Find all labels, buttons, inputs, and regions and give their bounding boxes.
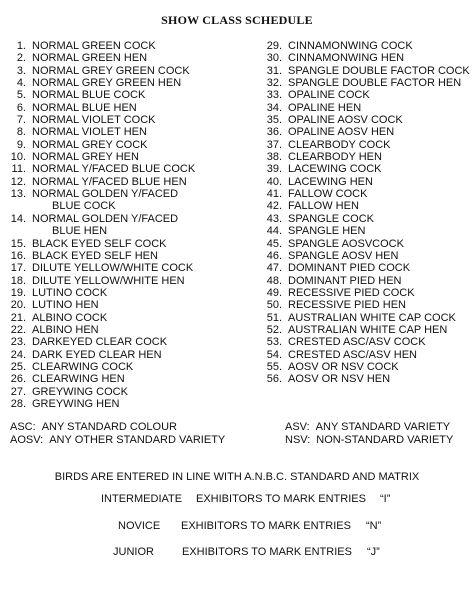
class-number: 52. <box>266 323 282 336</box>
class-label: FALLOW COCK <box>288 188 368 201</box>
class-number: 36. <box>266 126 282 139</box>
class-label: NORMAL GOLDEN Y/FACED <box>32 188 179 201</box>
class-item <box>6 349 251 361</box>
class-item <box>255 213 470 225</box>
class-item <box>255 324 470 336</box>
class-number: 2. <box>16 52 26 65</box>
class-item <box>255 176 470 188</box>
class-number: 31. <box>266 64 282 77</box>
class-item <box>255 349 470 361</box>
level-mark: “J” <box>367 546 380 558</box>
class-item <box>255 287 470 299</box>
right-class-list <box>255 40 470 386</box>
class-item <box>255 163 470 175</box>
class-number: 7. <box>16 114 26 127</box>
class-number: 50. <box>266 299 282 312</box>
class-number: 1. <box>16 40 26 52</box>
class-item <box>255 299 470 311</box>
class-label: LUTINO HEN <box>32 299 99 312</box>
abbr-key: AOSV: <box>10 434 44 446</box>
class-number: 13. <box>10 188 26 201</box>
class-item <box>6 398 251 410</box>
class-label: DOMINANT PIED COCK <box>288 262 411 275</box>
class-item <box>6 65 251 77</box>
class-number: 51. <box>266 311 282 324</box>
class-number: 15. <box>10 237 26 250</box>
class-label: SPANGLE AOSV HEN <box>288 249 399 262</box>
class-item <box>255 262 470 274</box>
class-label: LACEWING COCK <box>288 163 382 176</box>
class-item <box>255 102 470 114</box>
class-number: 21. <box>10 311 26 324</box>
class-label: ALBINO COCK <box>32 311 108 324</box>
class-label: CLEARBODY HEN <box>288 151 382 164</box>
class-item <box>255 151 470 163</box>
class-item <box>6 386 251 398</box>
class-number: 41. <box>266 188 282 201</box>
class-item <box>255 52 470 64</box>
class-item <box>6 163 251 175</box>
class-number: 5. <box>16 89 26 102</box>
class-number: 25. <box>10 360 26 373</box>
abbr-value: ANY OTHER STANDARD VARIETY <box>49 434 226 446</box>
class-label: RECESSIVE PIED HEN <box>288 299 406 312</box>
class-number: 29. <box>266 40 282 52</box>
class-label: DOMINANT PIED HEN <box>288 274 402 287</box>
abbr-value: NON-STANDARD VARIETY <box>316 434 454 446</box>
class-item <box>6 262 251 274</box>
class-label: SPANGLE AOSVCOCK <box>288 237 404 250</box>
class-item <box>6 324 251 336</box>
class-label: CRESTED ASC/ASV HEN <box>288 348 417 361</box>
level-text: EXHIBITORS TO MARK ENTRIES <box>182 546 352 558</box>
class-label: SPANGLE DOUBLE FACTOR HEN <box>288 77 462 90</box>
class-number: 22. <box>10 323 26 336</box>
class-number: 55. <box>266 360 282 373</box>
level-label: NOVICE <box>118 520 161 532</box>
abbr-key: NSV: <box>285 434 311 446</box>
class-label: BLACK EYED SELF HEN <box>32 249 158 262</box>
abbr-value: ANY STANDARD VARIETY <box>315 421 451 433</box>
class-number: 40. <box>266 175 282 188</box>
class-label: AUSTRALIAN WHITE CAP COCK <box>288 311 456 324</box>
class-label: SPANGLE DOUBLE FACTOR COCK <box>288 64 470 77</box>
class-item <box>255 114 470 126</box>
class-number: 49. <box>266 286 282 299</box>
abbr-asv <box>285 421 450 433</box>
class-label: FALLOW HEN <box>288 200 359 213</box>
class-item <box>6 77 251 89</box>
junior-note <box>0 546 474 560</box>
class-number: 24. <box>10 348 26 361</box>
class-item <box>255 312 470 324</box>
class-label: NORMAL GREY HEN <box>32 151 139 164</box>
class-item <box>6 114 251 126</box>
class-item <box>6 299 251 311</box>
class-label: NORMAL GREY COCK <box>32 138 148 151</box>
abbr-aosv <box>10 434 225 446</box>
class-item <box>255 188 470 200</box>
class-label: OPALINE HEN <box>288 101 362 114</box>
class-label: NORMAL Y/FACED BLUE HEN <box>32 175 187 188</box>
class-number: 26. <box>10 373 26 386</box>
class-label: RECESSIVE PIED COCK <box>288 286 415 299</box>
class-label: OPALINE AOSV HEN <box>288 126 395 139</box>
class-label: NORMAL VIOLET COCK <box>32 114 156 127</box>
class-item <box>6 126 251 138</box>
class-number: 43. <box>266 212 282 225</box>
class-item <box>6 52 251 64</box>
level-mark: “N” <box>366 520 382 532</box>
class-label: DILUTE YELLOW/WHITE HEN <box>32 274 185 287</box>
class-label: AOSV OR NSV COCK <box>288 360 399 373</box>
class-item <box>6 89 251 101</box>
class-number: 17. <box>10 262 26 275</box>
class-number: 27. <box>10 385 26 398</box>
level-label: JUNIOR <box>113 546 154 558</box>
class-number: 33. <box>266 89 282 102</box>
class-number: 35. <box>266 114 282 127</box>
page-title: SHOW CLASS SCHEDULE <box>161 13 313 27</box>
class-item <box>255 77 470 89</box>
class-number: 34. <box>266 101 282 114</box>
class-label: SPANGLE COCK <box>288 212 374 225</box>
class-number: 11. <box>11 163 26 176</box>
class-item <box>6 176 251 188</box>
class-item <box>255 361 470 373</box>
class-label: DARKEYED CLEAR COCK <box>32 336 168 349</box>
class-item <box>6 312 251 324</box>
novice-note <box>0 520 474 534</box>
class-number: 44. <box>266 225 282 238</box>
class-number: 20. <box>10 299 26 312</box>
class-label: BLUE COCK <box>52 200 116 213</box>
class-label: AUSTRALIAN WHITE CAP HEN <box>288 323 448 336</box>
class-item <box>255 126 470 138</box>
class-number: 16. <box>10 249 26 262</box>
level-text: EXHIBITORS TO MARK ENTRIES <box>196 493 366 505</box>
class-item <box>255 250 470 262</box>
class-number: 18. <box>10 274 26 287</box>
class-label: DARK EYED CLEAR HEN <box>32 348 162 361</box>
class-item <box>6 139 251 151</box>
class-label: CLEARWING HEN <box>32 373 125 386</box>
class-item-continuation <box>6 225 251 237</box>
class-number: 54. <box>266 348 282 361</box>
class-number: 38. <box>266 151 282 164</box>
class-item <box>6 102 251 114</box>
class-label: CINNAMONWING HEN <box>288 52 405 65</box>
class-label: NORMAL BLUE COCK <box>32 89 146 102</box>
class-label: NORMAL GREY GREEN HEN <box>32 77 182 90</box>
class-label: OPALINE COCK <box>288 89 370 102</box>
class-label: BLUE HEN <box>52 225 108 238</box>
class-number: 37. <box>266 138 282 151</box>
class-item <box>6 250 251 262</box>
class-label: OPALINE AOSV COCK <box>288 114 403 127</box>
class-item <box>255 89 470 101</box>
class-item <box>255 225 470 237</box>
class-number: 14. <box>10 212 26 225</box>
class-label: ALBINO HEN <box>32 323 99 336</box>
class-number: 56. <box>266 373 282 386</box>
class-item-continuation <box>6 200 251 212</box>
class-number: 46. <box>266 249 282 262</box>
class-number: 4. <box>16 77 26 90</box>
class-item <box>255 373 470 385</box>
class-label: GREYWING COCK <box>32 385 128 398</box>
class-label: CLEARBODY COCK <box>288 138 391 151</box>
class-number: 8. <box>16 126 26 139</box>
class-number: 6. <box>16 101 26 114</box>
class-label: BLACK EYED SELF COCK <box>32 237 167 250</box>
class-item <box>255 139 470 151</box>
class-label: NORMAL GREEN COCK <box>32 40 156 52</box>
class-item <box>6 361 251 373</box>
standard-note: BIRDS ARE ENTERED IN LINE WITH A.N.B.C. STANDARD AND MATRIX <box>54 471 420 483</box>
class-number: 47. <box>266 262 282 275</box>
class-label: SPANGLE HEN <box>288 225 366 238</box>
class-label: LUTINO COCK <box>32 286 108 299</box>
class-item <box>6 336 251 348</box>
intermediate-note <box>0 493 474 507</box>
class-label: NORMAL GREEN HEN <box>32 52 148 65</box>
class-number: 23. <box>10 336 26 349</box>
class-item <box>6 188 251 200</box>
abbr-asc <box>10 421 177 433</box>
class-label: AOSV OR NSV HEN <box>288 373 391 386</box>
class-item <box>6 40 251 52</box>
class-number: 53. <box>266 336 282 349</box>
class-item <box>255 65 470 77</box>
class-number: 48. <box>266 274 282 287</box>
level-text: EXHIBITORS TO MARK ENTRIES <box>181 520 351 532</box>
class-item <box>6 373 251 385</box>
class-number: 19. <box>10 286 26 299</box>
level-mark: “I” <box>380 493 391 505</box>
class-number: 30. <box>266 52 282 65</box>
class-label: NORMAL BLUE HEN <box>32 101 137 114</box>
class-number: 28. <box>10 397 26 410</box>
abbr-nsv <box>285 434 453 446</box>
class-item <box>255 336 470 348</box>
class-number: 12. <box>10 175 26 188</box>
class-label: GREYWING HEN <box>32 397 120 410</box>
abbr-key: ASC: <box>10 421 36 433</box>
class-label: CRESTED ASC/ASV COCK <box>288 336 426 349</box>
class-label: NORMAL GREY GREEN COCK <box>32 64 190 77</box>
class-item <box>255 238 470 250</box>
abbr-key: ASV: <box>285 421 310 433</box>
class-item <box>6 287 251 299</box>
class-label: LACEWING HEN <box>288 175 373 188</box>
class-item <box>6 275 251 287</box>
class-item <box>255 40 470 52</box>
class-number: 9. <box>16 138 26 151</box>
level-label: INTERMEDIATE <box>101 493 183 505</box>
class-item <box>255 275 470 287</box>
class-label: NORMAL Y/FACED BLUE COCK <box>32 163 196 176</box>
class-number: 3. <box>16 64 26 77</box>
class-number: 45. <box>266 237 282 250</box>
class-label: NORMAL VIOLET HEN <box>32 126 147 139</box>
class-label: DILUTE YELLOW/WHITE COCK <box>32 262 194 275</box>
class-item <box>6 213 251 225</box>
class-number: 42. <box>266 200 282 213</box>
class-item <box>255 200 470 212</box>
class-label: CINNAMONWING COCK <box>288 40 413 52</box>
class-item <box>6 238 251 250</box>
class-number: 39. <box>266 163 282 176</box>
class-number: 10. <box>10 151 26 164</box>
class-item <box>6 151 251 163</box>
class-label: NORMAL GOLDEN Y/FACED <box>32 212 179 225</box>
left-class-list <box>6 40 251 410</box>
class-number: 32. <box>266 77 282 90</box>
class-label: CLEARWING COCK <box>32 360 134 373</box>
abbr-value: ANY STANDARD COLOUR <box>41 421 177 433</box>
